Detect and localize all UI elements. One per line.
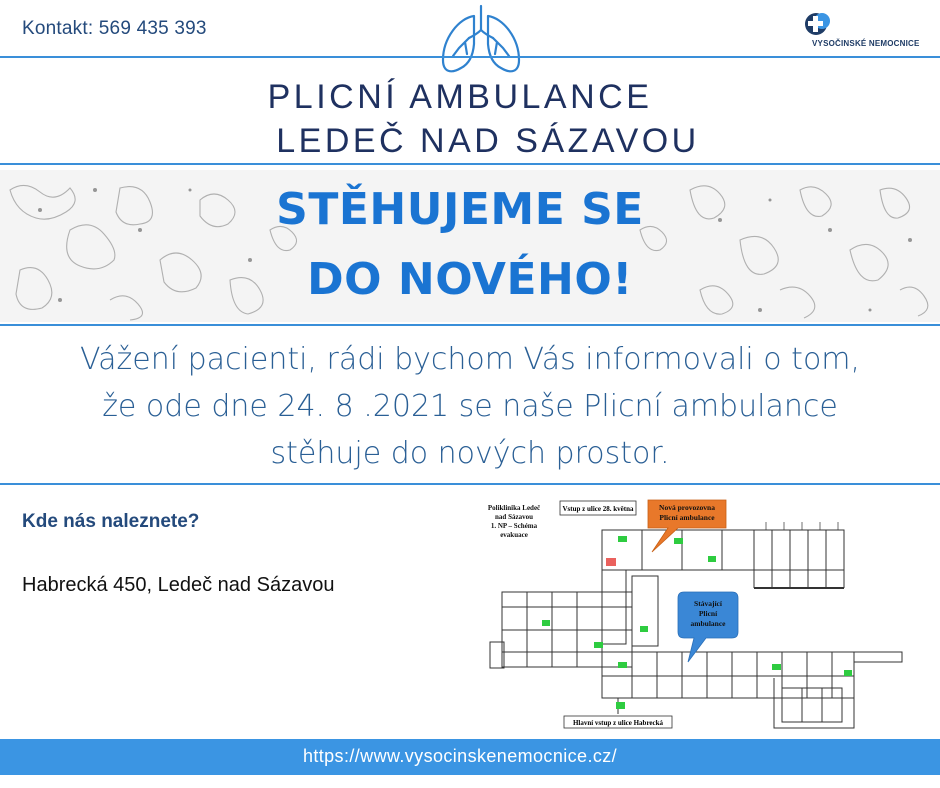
hospital-logo-text: VYSOČINSKÉ NEMOCNICE <box>812 39 920 48</box>
divider <box>0 163 940 165</box>
lungs-icon <box>437 4 525 78</box>
address: Habrecká 450, Ledeč nad Sázavou <box>22 574 335 596</box>
announcement-line: stěhuje do nových prostor. <box>270 436 670 471</box>
contact-phone: Kontakt: 569 435 393 <box>22 18 207 39</box>
announcement-line: že ode dne 24. 8 .2021 se naše Plicní ambulance <box>102 389 838 424</box>
new-location-label: Nová provozovna <box>659 503 715 512</box>
entrance-top-label: Vstup z ulice 28. května <box>562 505 634 513</box>
plan-caption: evakuace <box>500 531 528 539</box>
page-title-line1: PLICNÍ AMBULANCE <box>267 78 653 116</box>
divider <box>0 324 940 326</box>
current-location-label: Stávající <box>694 599 722 608</box>
new-location-label: Plicní ambulance <box>659 513 715 522</box>
floor-plan <box>482 492 940 736</box>
headline-line1: STĚHUJEME SE <box>276 184 644 235</box>
plan-caption: Poliklinika Ledeč <box>487 504 541 512</box>
plan-caption: 1. NP – Schéma <box>490 522 538 530</box>
announcement-line: Vážení pacienti, rádi bychom Vás informovali o tom, <box>79 342 861 377</box>
plan-caption: nad Sázavou <box>495 513 533 521</box>
main-entrance-label: Hlavní vstup z ulice Habrecká <box>572 719 664 727</box>
footer-bar <box>0 739 940 775</box>
current-location-label: Plicní <box>698 609 718 618</box>
announcement-text <box>0 336 940 477</box>
location-heading: Kde nás naleznete? <box>22 511 200 532</box>
current-location-label: ambulance <box>690 619 726 628</box>
page-title-line2: LEDEČ NAD SÁZAVOU <box>276 122 700 160</box>
divider <box>0 56 940 58</box>
website-link[interactable]: https://www.vysocinskenemocnice.cz/ <box>302 746 618 766</box>
headline-line2: DO NOVÉHO! <box>307 254 633 305</box>
divider <box>0 483 940 485</box>
